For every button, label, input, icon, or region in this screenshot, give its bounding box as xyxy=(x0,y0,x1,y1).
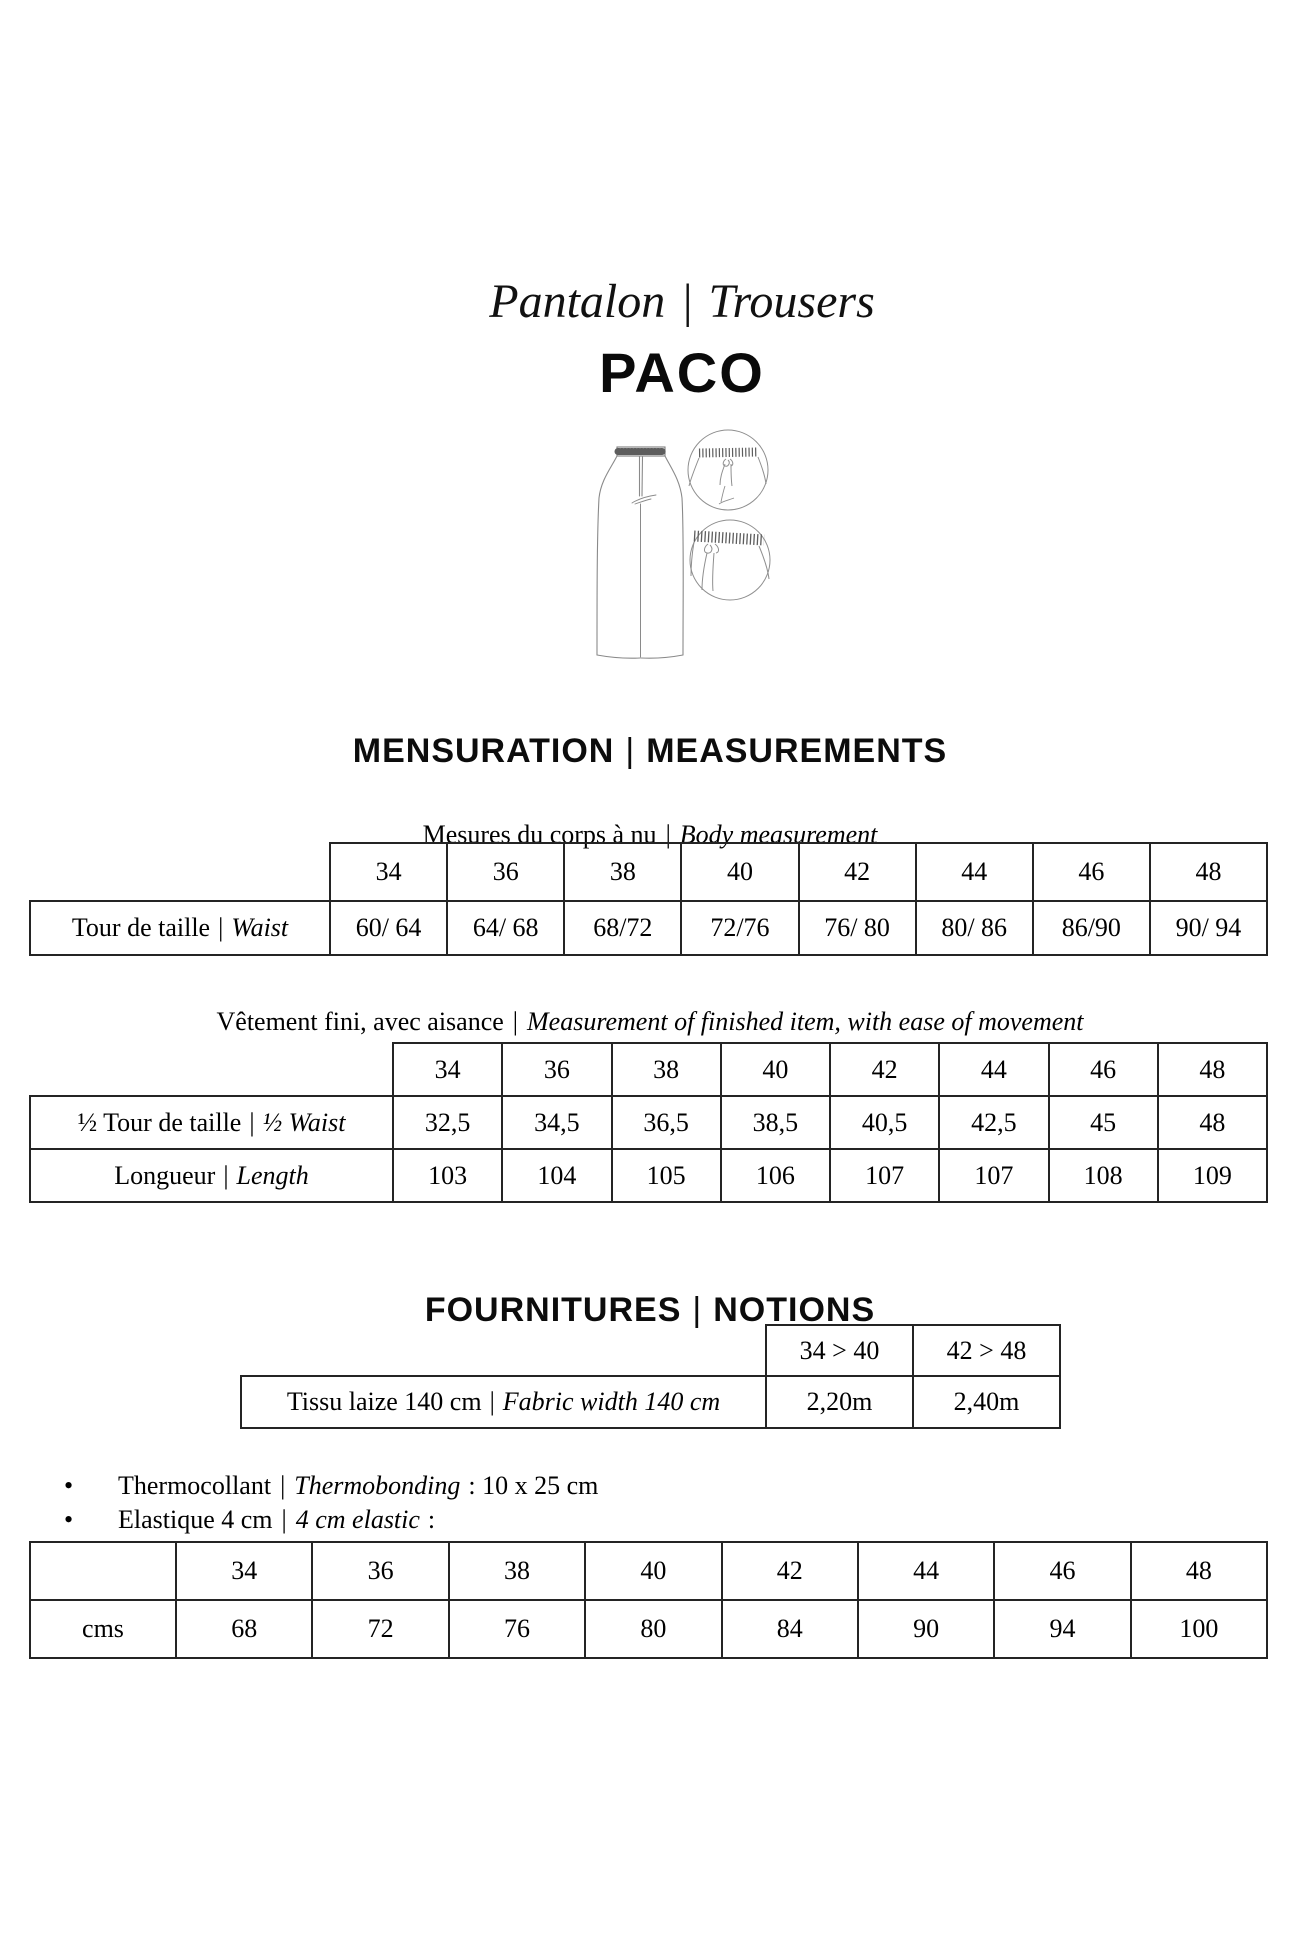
value-cell: 107 xyxy=(939,1149,1048,1202)
value-cell: 60/ 64 xyxy=(330,901,447,955)
corner-cell xyxy=(30,843,330,901)
value-cell: 94 xyxy=(994,1600,1130,1658)
value-cell: 45 xyxy=(1049,1096,1158,1149)
value-cell: 109 xyxy=(1158,1149,1267,1202)
list-item-thermobonding xyxy=(64,1469,598,1503)
caption-en: Body measurement xyxy=(679,820,878,849)
size-header-cell: 36 xyxy=(312,1542,448,1600)
value-cell: 90 xyxy=(858,1600,994,1658)
caption-fr: Vêtement fini, avec aisance xyxy=(216,1007,504,1036)
bullet-divider: | xyxy=(280,1471,286,1500)
label-en: Waist xyxy=(231,913,289,942)
length-row xyxy=(30,1149,1267,1202)
value-cell: 32,5 xyxy=(393,1096,502,1149)
size-header-cell: 46 xyxy=(1033,843,1150,901)
value-cell: 100 xyxy=(1131,1600,1267,1658)
value-cell: 76 xyxy=(449,1600,585,1658)
label-divider: | xyxy=(223,1160,229,1190)
size-range-header-cell: 34 > 40 xyxy=(766,1325,913,1376)
value-cell: 68/72 xyxy=(564,901,681,955)
title-english: Trousers xyxy=(708,275,875,328)
label-en: Length xyxy=(236,1160,309,1190)
row-label-cell xyxy=(30,901,330,955)
cms-row xyxy=(30,1600,1267,1658)
value-cell: 34,5 xyxy=(502,1096,611,1149)
bullet-icon: • xyxy=(64,1471,74,1500)
value-cell: 2,40m xyxy=(913,1376,1060,1428)
label-divider: | xyxy=(489,1387,495,1416)
size-header-cell: 36 xyxy=(447,843,564,901)
value-cell: 48 xyxy=(1158,1096,1267,1149)
fabric-row xyxy=(241,1376,1060,1428)
size-range-header-cell: 42 > 48 xyxy=(913,1325,1060,1376)
size-header-cell: 48 xyxy=(1150,843,1267,901)
body-measurements-table xyxy=(29,842,1268,956)
size-header-cell: 36 xyxy=(502,1043,611,1096)
trousers-technical-drawing xyxy=(553,424,785,672)
heading-fr: FOURNITURES xyxy=(424,1290,682,1329)
heading-divider: | xyxy=(692,1290,703,1329)
value-cell: 108 xyxy=(1049,1149,1158,1202)
size-header-cell: 38 xyxy=(612,1043,721,1096)
list-item-elastic xyxy=(64,1503,598,1537)
bullet-suffix: : 10 x 25 cm xyxy=(468,1471,599,1500)
bullet-icon: • xyxy=(64,1505,74,1534)
size-header-row xyxy=(30,843,1267,901)
fabric-requirement-table xyxy=(240,1324,1061,1429)
label-en: ½ Waist xyxy=(262,1107,346,1137)
value-cell: 2,20m xyxy=(766,1376,913,1428)
value-cell: 38,5 xyxy=(721,1096,830,1149)
row-label-cell xyxy=(30,1149,393,1202)
size-header-cell: 42 xyxy=(722,1542,858,1600)
corner-cell-bordered xyxy=(30,1542,176,1600)
value-cell: 68 xyxy=(176,1600,312,1658)
corner-cell xyxy=(241,1325,766,1376)
value-cell: 90/ 94 xyxy=(1150,901,1267,955)
value-cell: 80/ 86 xyxy=(916,901,1033,955)
heading-fr: MENSURATION xyxy=(352,731,615,770)
caption-fr: Mesures du corps à nu xyxy=(422,820,657,849)
size-header-cell: 34 xyxy=(176,1542,312,1600)
size-header-cell: 42 xyxy=(830,1043,939,1096)
size-header-row xyxy=(30,1542,1267,1600)
value-cell: 64/ 68 xyxy=(447,901,564,955)
value-cell: 36,5 xyxy=(612,1096,721,1149)
size-header-row xyxy=(30,1043,1267,1096)
value-cell: 105 xyxy=(612,1149,721,1202)
notions-bullet-list xyxy=(64,1469,598,1537)
heading-divider: | xyxy=(625,731,636,770)
caption-en: Measurement of finished item, with ease of movement xyxy=(527,1007,1084,1036)
value-cell: 84 xyxy=(722,1600,858,1658)
size-header-cell: 46 xyxy=(1049,1043,1158,1096)
title-block xyxy=(0,275,1300,404)
fly-stitch-line xyxy=(640,456,643,496)
drawstring-sketch xyxy=(632,495,656,504)
label-fr: Tissu laize 140 cm xyxy=(286,1387,482,1416)
value-cell: 72/76 xyxy=(681,901,798,955)
label-divider: | xyxy=(249,1107,255,1137)
bullet-fr: Thermocollant xyxy=(118,1471,272,1500)
label-fr: ½ Tour de taille xyxy=(77,1107,242,1137)
title-divider: | xyxy=(680,275,694,328)
size-header-cell: 44 xyxy=(858,1542,994,1600)
label-en: Fabric width 140 cm xyxy=(502,1387,721,1416)
drawstring-detail-circle-bottom xyxy=(690,520,770,600)
finished-garment-caption xyxy=(0,1007,1300,1037)
finished-garment-table xyxy=(29,1042,1268,1203)
value-cell: 103 xyxy=(393,1149,502,1202)
value-cell: 80 xyxy=(585,1600,721,1658)
size-header-cell: 38 xyxy=(449,1542,585,1600)
label-fr: Longueur xyxy=(114,1160,216,1190)
title-french: Pantalon xyxy=(489,275,666,328)
waist-row xyxy=(30,901,1267,955)
heading-en: NOTIONS xyxy=(713,1290,876,1329)
size-header-cell: 38 xyxy=(564,843,681,901)
pattern-name: PACO xyxy=(599,340,765,404)
row-label-cell: cms xyxy=(30,1600,176,1658)
measurements-heading xyxy=(0,729,1300,773)
value-cell: 86/90 xyxy=(1033,901,1150,955)
size-header-cell: 44 xyxy=(939,1043,1048,1096)
label-fr: Tour de taille xyxy=(71,913,211,942)
bullet-en: 4 cm elastic xyxy=(295,1505,420,1534)
bullet-divider: | xyxy=(281,1505,287,1534)
size-header-cell: 48 xyxy=(1131,1542,1267,1600)
trousers-front-view xyxy=(597,447,683,658)
row-label-cell xyxy=(241,1376,766,1428)
value-cell: 104 xyxy=(502,1149,611,1202)
waistband-detail-circle-top xyxy=(688,430,768,510)
value-cell: 107 xyxy=(830,1149,939,1202)
size-header-cell: 40 xyxy=(721,1043,830,1096)
value-cell: 106 xyxy=(721,1149,830,1202)
bullet-suffix: : xyxy=(427,1505,436,1534)
bullet-en: Thermobonding xyxy=(294,1471,461,1500)
size-header-cell: 34 xyxy=(393,1043,502,1096)
document-title xyxy=(64,276,1300,329)
heading-en: MEASUREMENTS xyxy=(646,731,948,770)
label-divider: | xyxy=(218,913,224,942)
size-header-cell: 44 xyxy=(916,843,1033,901)
value-cell: 72 xyxy=(312,1600,448,1658)
value-cell: 40,5 xyxy=(830,1096,939,1149)
size-header-cell: 34 xyxy=(330,843,447,901)
size-header-cell: 46 xyxy=(994,1542,1130,1600)
value-cell: 42,5 xyxy=(939,1096,1048,1149)
size-header-cell: 48 xyxy=(1158,1043,1267,1096)
value-cell: 76/ 80 xyxy=(799,901,916,955)
caption-divider: | xyxy=(665,820,671,849)
corner-cell xyxy=(30,1043,393,1096)
size-header-cell: 40 xyxy=(681,843,798,901)
caption-divider: | xyxy=(512,1007,519,1036)
size-range-header-row xyxy=(241,1325,1060,1376)
bullet-fr: Elastique 4 cm xyxy=(118,1505,273,1534)
elastic-length-table xyxy=(29,1541,1268,1659)
half-waist-row xyxy=(30,1096,1267,1149)
row-label-cell xyxy=(30,1096,393,1149)
size-header-cell: 42 xyxy=(799,843,916,901)
size-header-cell: 40 xyxy=(585,1542,721,1600)
